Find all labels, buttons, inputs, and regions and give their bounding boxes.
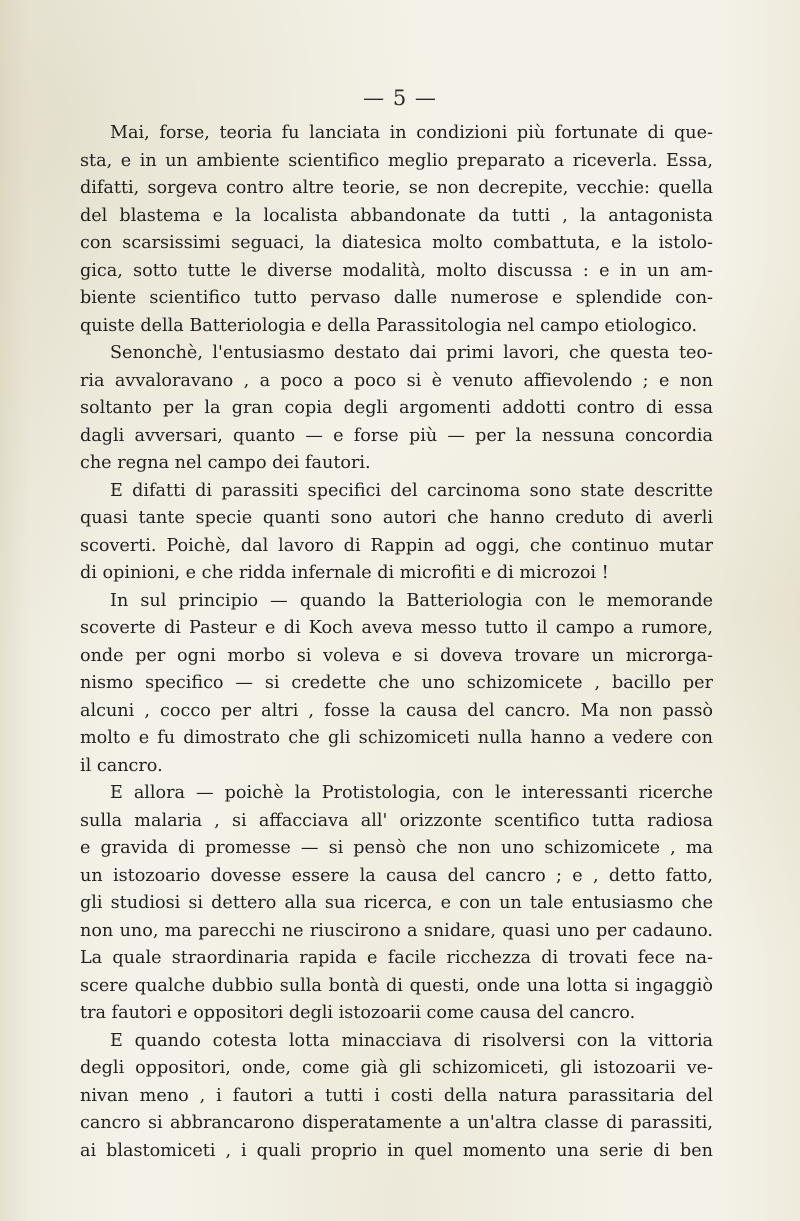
text-line: scoverte di Pasteur e di Koch aveva messo tutto il campo a rumore,	[80, 618, 713, 638]
text-line: con scarsissimi seguaci, la diatesica molto combattuta, e la istolo-	[80, 233, 713, 253]
text-line: E quando cotesta lotta minacciava di risolversi con la vittoria	[110, 1030, 713, 1051]
text-line: onde per ogni morbo si voleva e si doveva trovare un microrga-	[80, 645, 713, 666]
body-text	[80, 120, 713, 1165]
text-line: molto e fu dimostrato che gli schizomiceti nulla hanno a vedere con	[80, 728, 713, 748]
text-line: E difatti di parassiti specifici del carcinoma sono state descritte	[110, 480, 713, 501]
text-line: scere qualche dubbio sulla bontà di questi, onde una lotta si ingaggiò	[80, 975, 713, 996]
text-line: ai blastomiceti , i quali proprio in quel momento una serie di ben	[80, 1140, 713, 1161]
text-line: biente scientifico tutto pervaso dalle numerose e splendide con-	[80, 288, 713, 308]
text-line: gli studiosi si dettero alla sua ricerca, e con un tale entusiasmo che	[80, 893, 713, 913]
text-line: il cancro.	[80, 755, 163, 776]
text-line: degli oppositori, onde, come già gli schizomiceti, gli istozoarii ve-	[80, 1058, 713, 1078]
text-line: sulla malaria , si affacciava all' orizzonte scentifico tutta radiosa	[80, 810, 713, 831]
text-line: alcuni , cocco per altri , fosse la causa del cancro. Ma non passò	[80, 700, 713, 721]
text-line: Senonchè, l'entusiasmo destato dai primi lavori, che questa teo-	[110, 343, 713, 363]
text-line: quiste della Batteriologia e della Parassitologia nel campo etiologico.	[80, 315, 698, 336]
text-line: In sul principio — quando la Batteriologia con le memorande	[110, 590, 713, 611]
text-line: e gravida di promesse — si pensò che non uno schizomicete , ma	[80, 838, 713, 858]
text-line: soltanto per la gran copia degli argomenti addotti contro di essa	[80, 398, 713, 418]
text-line: che regna nel campo dei fautori.	[80, 453, 371, 473]
text-line: nismo specifico — si credette che uno schizomicete , bacillo per	[80, 673, 713, 693]
text-line: quasi tante specie quanti sono autori che hanno creduto di averli	[80, 508, 713, 528]
text-line: La quale straordinaria rapida e facile ricchezza di trovati fece na-	[80, 948, 713, 968]
text-line: tra fautori e oppositori degli istozoarii come causa del cancro.	[80, 1003, 636, 1023]
text-line: Mai, forse, teoria fu lanciata in condizioni più fortunate di que-	[110, 123, 713, 143]
text-line: dagli avversari, quanto — e forse più — per la nessuna concordia	[80, 425, 713, 446]
text-line: nivan meno , i fautori a tutti i costi della natura parassitaria del	[80, 1085, 713, 1106]
page-number: — 5 —	[363, 86, 437, 110]
text-line: di opinioni, e che ridda infernale di microfiti e di microzoi !	[80, 563, 609, 583]
text-line: gica, sotto tutte le diverse modalità, molto discussa : e in un am-	[80, 260, 713, 281]
text-line: sta, e in un ambiente scientifico meglio preparato a riceverla. Essa,	[80, 150, 713, 171]
text-line: non uno, ma parecchi ne riuscirono a snidare, quasi uno per cadauno.	[80, 920, 713, 941]
text-line: cancro si abbrancarono disperatamente a un'altra classe di parassiti,	[80, 1113, 713, 1133]
text-line: ria avvaloravano , a poco a poco si è venuto affievolendo ; e non	[80, 370, 713, 391]
text-line: scoverti. Poichè, dal lavoro di Rappin ad oggi, che continuo mutar	[80, 535, 713, 556]
text-line: E allora — poichè la Protistologia, con le interessanti ricerche	[110, 783, 713, 803]
text-line: difatti, sorgeva contro altre teorie, se non decrepite, vecchie: quella	[80, 178, 713, 198]
text-line: del blastema e la localista abbandonate da tutti , la antagonista	[80, 205, 713, 226]
text-line: un istozoario dovesse essere la causa del cancro ; e , detto fatto,	[80, 865, 713, 886]
